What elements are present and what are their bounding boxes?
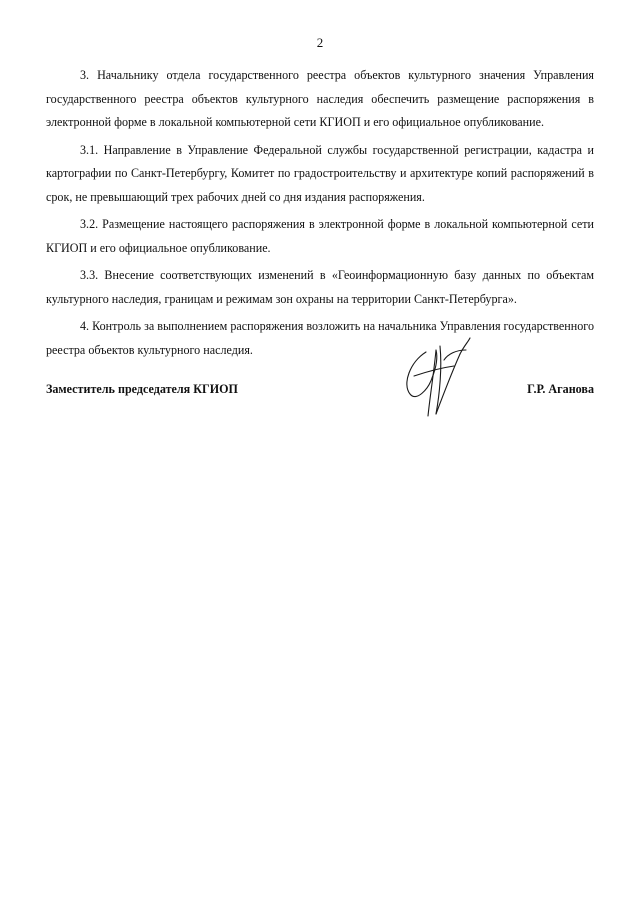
signatory-name: Г.Р. Аганова bbox=[527, 382, 594, 396]
page-number: 2 bbox=[316, 35, 324, 50]
signature-block bbox=[46, 372, 594, 432]
paragraph-3: 3. Начальнику отдела государственного реестра объектов культурного значения Управления государственного реестра объектов культурного наследия обеспечить размещение распоряжения в электронной форме в локальной компьютерной сети КГИОП и его официальное опубликование. bbox=[46, 68, 594, 129]
document-body bbox=[46, 64, 594, 366]
paragraph-3-3: 3.3. Внесение соответствующих изменений в «Геоинформационную базу данных по объектам культурного наследия, границам и режимам зон охраны на территории Санкт-Петербурга». bbox=[46, 268, 594, 306]
handwritten-signature bbox=[396, 332, 476, 422]
paragraph-3-1: 3.1. Направление в Управление Федеральной службы государственной регистрации, кадастра и картографии по Санкт-Петербургу, Комитет по градостроительству и архитектуре копий распоряжений в срок, не превышающий трех рабочих дней со дня издания распоряжения. bbox=[46, 142, 594, 204]
signatory-title: Заместитель председателя КГИОП bbox=[46, 382, 238, 396]
paragraph-3-2: 3.2. Размещение настоящего распоряжения в электронной форме в локальной компьютерной сети КГИОП и его официальное опубликование. bbox=[46, 217, 594, 255]
paragraph-4: 4. Контроль за выполнением распоряжения возложить на начальника Управления государственного реестра объектов культурного наследия. bbox=[46, 319, 594, 357]
